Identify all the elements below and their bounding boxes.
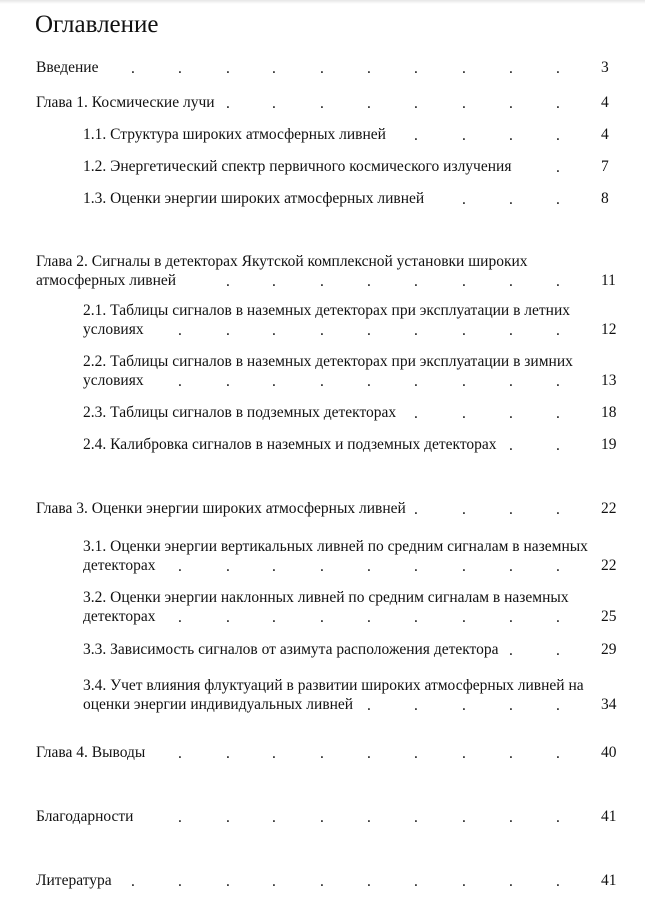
leader-dot: . — [414, 501, 418, 518]
leader-dot: . — [414, 405, 418, 422]
leader-dot: . — [509, 322, 513, 339]
leader-dot: . — [462, 60, 466, 77]
leader-dot: . — [320, 609, 324, 626]
leader-dot: . — [320, 273, 324, 290]
leader-dot: . — [462, 191, 466, 208]
leader-dot: . — [367, 873, 371, 890]
leader-dot: . — [226, 609, 230, 626]
toc-page-number: 18 — [601, 404, 617, 421]
leader-dot: . — [131, 873, 135, 890]
leader-dot: . — [178, 60, 182, 77]
leader-dot: . — [320, 809, 324, 826]
leader-dot: . — [226, 60, 230, 77]
toc-page-number: 25 — [601, 608, 617, 625]
leader-dot: . — [462, 609, 466, 626]
toc-page-number: 12 — [601, 321, 617, 338]
toc-page-number: 7 — [601, 158, 609, 175]
toc-entry[interactable] — [36, 252, 528, 290]
leader-dot: . — [556, 273, 560, 290]
toc-entry[interactable] — [36, 807, 133, 826]
leader-dot: . — [272, 60, 276, 77]
toc-page-number: 4 — [601, 126, 609, 143]
toc-entry[interactable] — [36, 93, 215, 112]
leader-dot: . — [509, 609, 513, 626]
leader-dot: . — [178, 745, 182, 762]
leader-dot: . — [226, 745, 230, 762]
leader-dot: . — [462, 95, 466, 112]
leader-dot: . — [414, 697, 418, 714]
leader-dot: . — [414, 127, 418, 144]
leader-dot: . — [556, 322, 560, 339]
leader-dot: . — [414, 322, 418, 339]
leader-dot: . — [367, 609, 371, 626]
toc-page-number: 41 — [601, 808, 617, 825]
toc-page-number: 11 — [601, 272, 616, 289]
leader-dot: . — [509, 873, 513, 890]
leader-dot: . — [272, 745, 276, 762]
leader-dot: . — [320, 873, 324, 890]
leader-dot: . — [414, 809, 418, 826]
leader-dot: . — [462, 373, 466, 390]
toc-page-number: 3 — [601, 59, 609, 76]
leader-dot: . — [178, 609, 182, 626]
leader-dot: . — [178, 873, 182, 890]
leader-dot: . — [414, 558, 418, 575]
toc-page-number: 22 — [601, 500, 617, 517]
leader-dot: . — [367, 373, 371, 390]
toc-entry-text: Благодарности — [36, 808, 134, 825]
leader-dot: . — [226, 95, 230, 112]
toc-entry[interactable] — [83, 403, 396, 422]
leader-dot: . — [226, 273, 230, 290]
leader-dot: . — [556, 609, 560, 626]
leader-dot: . — [509, 95, 513, 112]
leader-dot: . — [509, 60, 513, 77]
toc-entry-text: 2.1. Таблицы сигналов в наземных детекторах при эксплуатации в летних — [83, 302, 571, 319]
toc-entry-text: 2.2. Таблицы сигналов в наземных детекторах при эксплуатации в зимних — [83, 353, 573, 370]
toc-entry-text: атмосферных ливней — [36, 272, 177, 289]
toc-entry-text: 1.3. Оценки энергии широких атмосферных ливней — [83, 190, 425, 207]
leader-dot: . — [178, 373, 182, 390]
toc-entry-text: Глава 1. Космические лучи — [36, 94, 215, 111]
leader-dot: . — [462, 501, 466, 518]
leader-dot: . — [272, 609, 276, 626]
toc-entry-text: 2.3. Таблицы сигналов в подземных детекторах — [83, 404, 397, 421]
toc-entry-text: Глава 2. Сигналы в детекторах Якутской комплексной установки широких — [36, 253, 528, 270]
toc-page-number: 8 — [601, 190, 609, 207]
leader-dot: . — [272, 558, 276, 575]
toc-page-number: 22 — [601, 557, 617, 574]
toc-page-number: 4 — [601, 94, 609, 111]
leader-dot: . — [556, 373, 560, 390]
toc-entry[interactable] — [36, 499, 406, 518]
toc-entry[interactable] — [36, 58, 98, 77]
leader-dot: . — [509, 697, 513, 714]
toc-entry-text: 3.2. Оценки энергии наклонных ливней по средним сигналам в наземных — [83, 589, 569, 606]
toc-entry[interactable] — [36, 743, 145, 762]
leader-dot: . — [556, 873, 560, 890]
leader-dot: . — [509, 127, 513, 144]
leader-dot: . — [556, 642, 560, 659]
leader-dot: . — [556, 405, 560, 422]
leader-dot: . — [320, 558, 324, 575]
leader-dot: . — [462, 809, 466, 826]
toc-entry[interactable] — [83, 588, 569, 626]
leader-dot: . — [414, 609, 418, 626]
leader-dot: . — [367, 558, 371, 575]
toc-entry-text: 2.4. Калибровка сигналов в наземных и подземных детекторах — [83, 436, 497, 453]
leader-dot: . — [462, 322, 466, 339]
toc-entry[interactable] — [83, 189, 424, 208]
leader-dot: . — [556, 437, 560, 454]
leader-dot: . — [462, 405, 466, 422]
leader-dot: . — [556, 60, 560, 77]
leader-dot: . — [509, 405, 513, 422]
leader-dot: . — [320, 322, 324, 339]
leader-dot: . — [414, 95, 418, 112]
toc-entry-text: Литература — [36, 872, 112, 889]
toc-entry-text: 3.3. Зависимость сигналов от азимута расположения детектора — [83, 641, 499, 658]
toc-entry-text: 1.2. Энергетический спектр первичного космического излучения — [83, 158, 512, 175]
leader-dot: . — [367, 697, 371, 714]
leader-dot: . — [367, 95, 371, 112]
toc-entry-text: детекторах — [83, 608, 156, 625]
leader-dot: . — [367, 273, 371, 290]
leader-dot: . — [556, 501, 560, 518]
leader-dot: . — [509, 191, 513, 208]
leader-dot: . — [367, 60, 371, 77]
leader-dot: . — [556, 558, 560, 575]
leader-dot: . — [272, 322, 276, 339]
leader-dot: . — [320, 745, 324, 762]
toc-entry[interactable] — [36, 871, 112, 890]
leader-dot: . — [226, 322, 230, 339]
toc-entry[interactable] — [83, 125, 386, 144]
toc-entry-text: условиях — [83, 372, 144, 389]
toc-entry[interactable] — [83, 301, 570, 339]
leader-dot: . — [272, 95, 276, 112]
leader-dot: . — [509, 745, 513, 762]
leader-dot: . — [226, 558, 230, 575]
leader-dot: . — [178, 322, 182, 339]
leader-dot: . — [414, 745, 418, 762]
leader-dot: . — [367, 322, 371, 339]
leader-dot: . — [509, 501, 513, 518]
leader-dot: . — [509, 273, 513, 290]
toc-page-number: 40 — [601, 744, 617, 761]
toc-entry-text: 3.1. Оценки энергии вертикальных ливней по средним сигналам в наземных — [83, 538, 588, 555]
toc-entry[interactable] — [83, 640, 499, 659]
leader-dot: . — [509, 809, 513, 826]
toc-title: Оглавление — [35, 11, 159, 38]
toc-page-number: 41 — [601, 872, 617, 889]
leader-dot: . — [272, 273, 276, 290]
leader-dot: . — [462, 697, 466, 714]
toc-entry[interactable] — [83, 435, 497, 454]
leader-dot: . — [131, 60, 135, 77]
leader-dot: . — [178, 809, 182, 826]
toc-entry-text: оценки энергии индивидуальных ливней — [83, 696, 354, 713]
leader-dot: . — [509, 558, 513, 575]
leader-dot: . — [556, 127, 560, 144]
leader-dot: . — [509, 642, 513, 659]
leader-dot: . — [462, 127, 466, 144]
toc-page-number: 34 — [601, 696, 617, 713]
toc-entry-text: Введение — [36, 59, 99, 76]
leader-dot: . — [320, 95, 324, 112]
leader-dot: . — [226, 373, 230, 390]
leader-dot: . — [226, 809, 230, 826]
toc-entry-text: 1.1. Структура широких атмосферных ливней — [83, 126, 386, 143]
leader-dot: . — [414, 373, 418, 390]
toc-entry-text: Глава 4. Выводы — [36, 744, 146, 761]
leader-dot: . — [178, 558, 182, 575]
leader-dot: . — [414, 60, 418, 77]
page-top-shadow — [0, 0, 645, 4]
toc-page-number: 13 — [601, 372, 617, 389]
leader-dot: . — [272, 873, 276, 890]
leader-dot: . — [556, 697, 560, 714]
leader-dot: . — [272, 373, 276, 390]
toc-page-number: 29 — [601, 641, 617, 658]
leader-dot: . — [226, 873, 230, 890]
leader-dot: . — [414, 273, 418, 290]
toc-entry[interactable] — [83, 157, 511, 176]
leader-dot: . — [367, 809, 371, 826]
toc-entry-text: Глава 3. Оценки энергии широких атмосферных ливней — [36, 500, 406, 517]
leader-dot: . — [556, 809, 560, 826]
leader-dot: . — [509, 373, 513, 390]
leader-dot: . — [556, 745, 560, 762]
toc-entry-text: условиях — [83, 321, 144, 338]
leader-dot: . — [414, 873, 418, 890]
toc-entry-text: детекторах — [83, 557, 156, 574]
toc-entry-text: 3.4. Учет влияния флуктуаций в развитии широких атмосферных ливней на — [83, 677, 584, 694]
leader-dot: . — [462, 273, 466, 290]
toc-page-number: 19 — [601, 436, 617, 453]
leader-dot: . — [556, 159, 560, 176]
leader-dot: . — [462, 745, 466, 762]
leader-dot: . — [509, 437, 513, 454]
toc-entry[interactable] — [83, 352, 573, 390]
leader-dot: . — [272, 809, 276, 826]
leader-dot: . — [320, 373, 324, 390]
leader-dot: . — [556, 191, 560, 208]
leader-dot: . — [462, 558, 466, 575]
leader-dot: . — [462, 873, 466, 890]
leader-dot: . — [320, 60, 324, 77]
leader-dot: . — [556, 95, 560, 112]
leader-dot: . — [367, 745, 371, 762]
